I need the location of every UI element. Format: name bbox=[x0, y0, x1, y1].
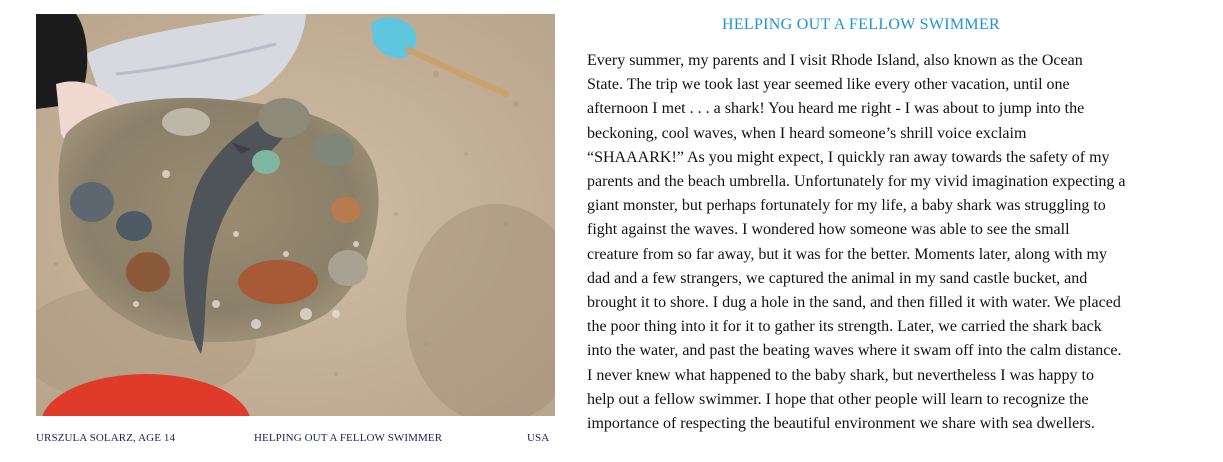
rock bbox=[258, 98, 310, 138]
article-line: creature from so far away, but it was for the better. Moments later, along with my bbox=[587, 245, 1107, 263]
article-line: I never knew what happened to the baby shark, but nevertheless I was happy to bbox=[587, 366, 1094, 384]
sea-glass bbox=[252, 150, 280, 174]
article-line: the poor thing into it for it to gather its strength. Later, we carried the shark back bbox=[587, 318, 1102, 336]
shark-pool-illustration bbox=[36, 14, 555, 416]
rock bbox=[162, 108, 210, 136]
rock bbox=[314, 133, 354, 167]
article-line: Every summer, my parents and I visit Rhode Island, also known as the Ocean bbox=[587, 52, 1083, 69]
article-line: into the water, and past the beating waves where it swam off into the calm distance. bbox=[587, 342, 1122, 360]
rock bbox=[238, 260, 318, 304]
article-line: importance of respecting the beautiful environment we share with sea dwellers. bbox=[587, 415, 1095, 433]
article-line: afternoon I met . . . a shark! You heard me right - I was about to jump into the bbox=[587, 100, 1085, 118]
article-line: dad and a few strangers, we captured the animal in my sand castle bucket, and bbox=[587, 269, 1088, 287]
photo-caption-title: HELPING OUT A FELLOW SWIMMER bbox=[254, 432, 443, 444]
article-body bbox=[587, 49, 1215, 436]
rock bbox=[116, 211, 152, 241]
article-line: parents and the beach umbrella. Unfortunately for my vivid imagination expecting a bbox=[587, 173, 1126, 191]
article-line: help out a fellow swimmer. I hope that other people will learn to recognize the bbox=[587, 390, 1089, 408]
article-line: “SHAAARK!” As you might expect, I quickly ran away towards the safety of my bbox=[587, 148, 1110, 166]
article-line: fight against the waves. I wondered how someone was able to see the small bbox=[587, 221, 1070, 239]
photo-caption-author: URSZULA SOLARZ, AGE 14 bbox=[36, 432, 176, 444]
article-line: brought it to shore. I dug a hole in the sand, and then filled it with water. We placed bbox=[587, 294, 1121, 312]
rock bbox=[328, 250, 368, 286]
article-title: HELPING OUT A FELLOW SWIMMER bbox=[721, 16, 1001, 33]
story-photo bbox=[36, 14, 555, 416]
article-line: State. The trip we took last year seemed like every other vacation, until one bbox=[587, 76, 1070, 94]
article-line: giant monster, but perhaps fortunately for my life, a baby shark was struggling to bbox=[587, 197, 1106, 215]
photo-caption-country: USA bbox=[527, 432, 550, 444]
article-line: beckoning, cool waves, when I heard someone’s shrill voice exclaim bbox=[587, 124, 1027, 142]
rock bbox=[70, 182, 114, 222]
rock bbox=[331, 197, 361, 223]
rock bbox=[126, 252, 170, 292]
